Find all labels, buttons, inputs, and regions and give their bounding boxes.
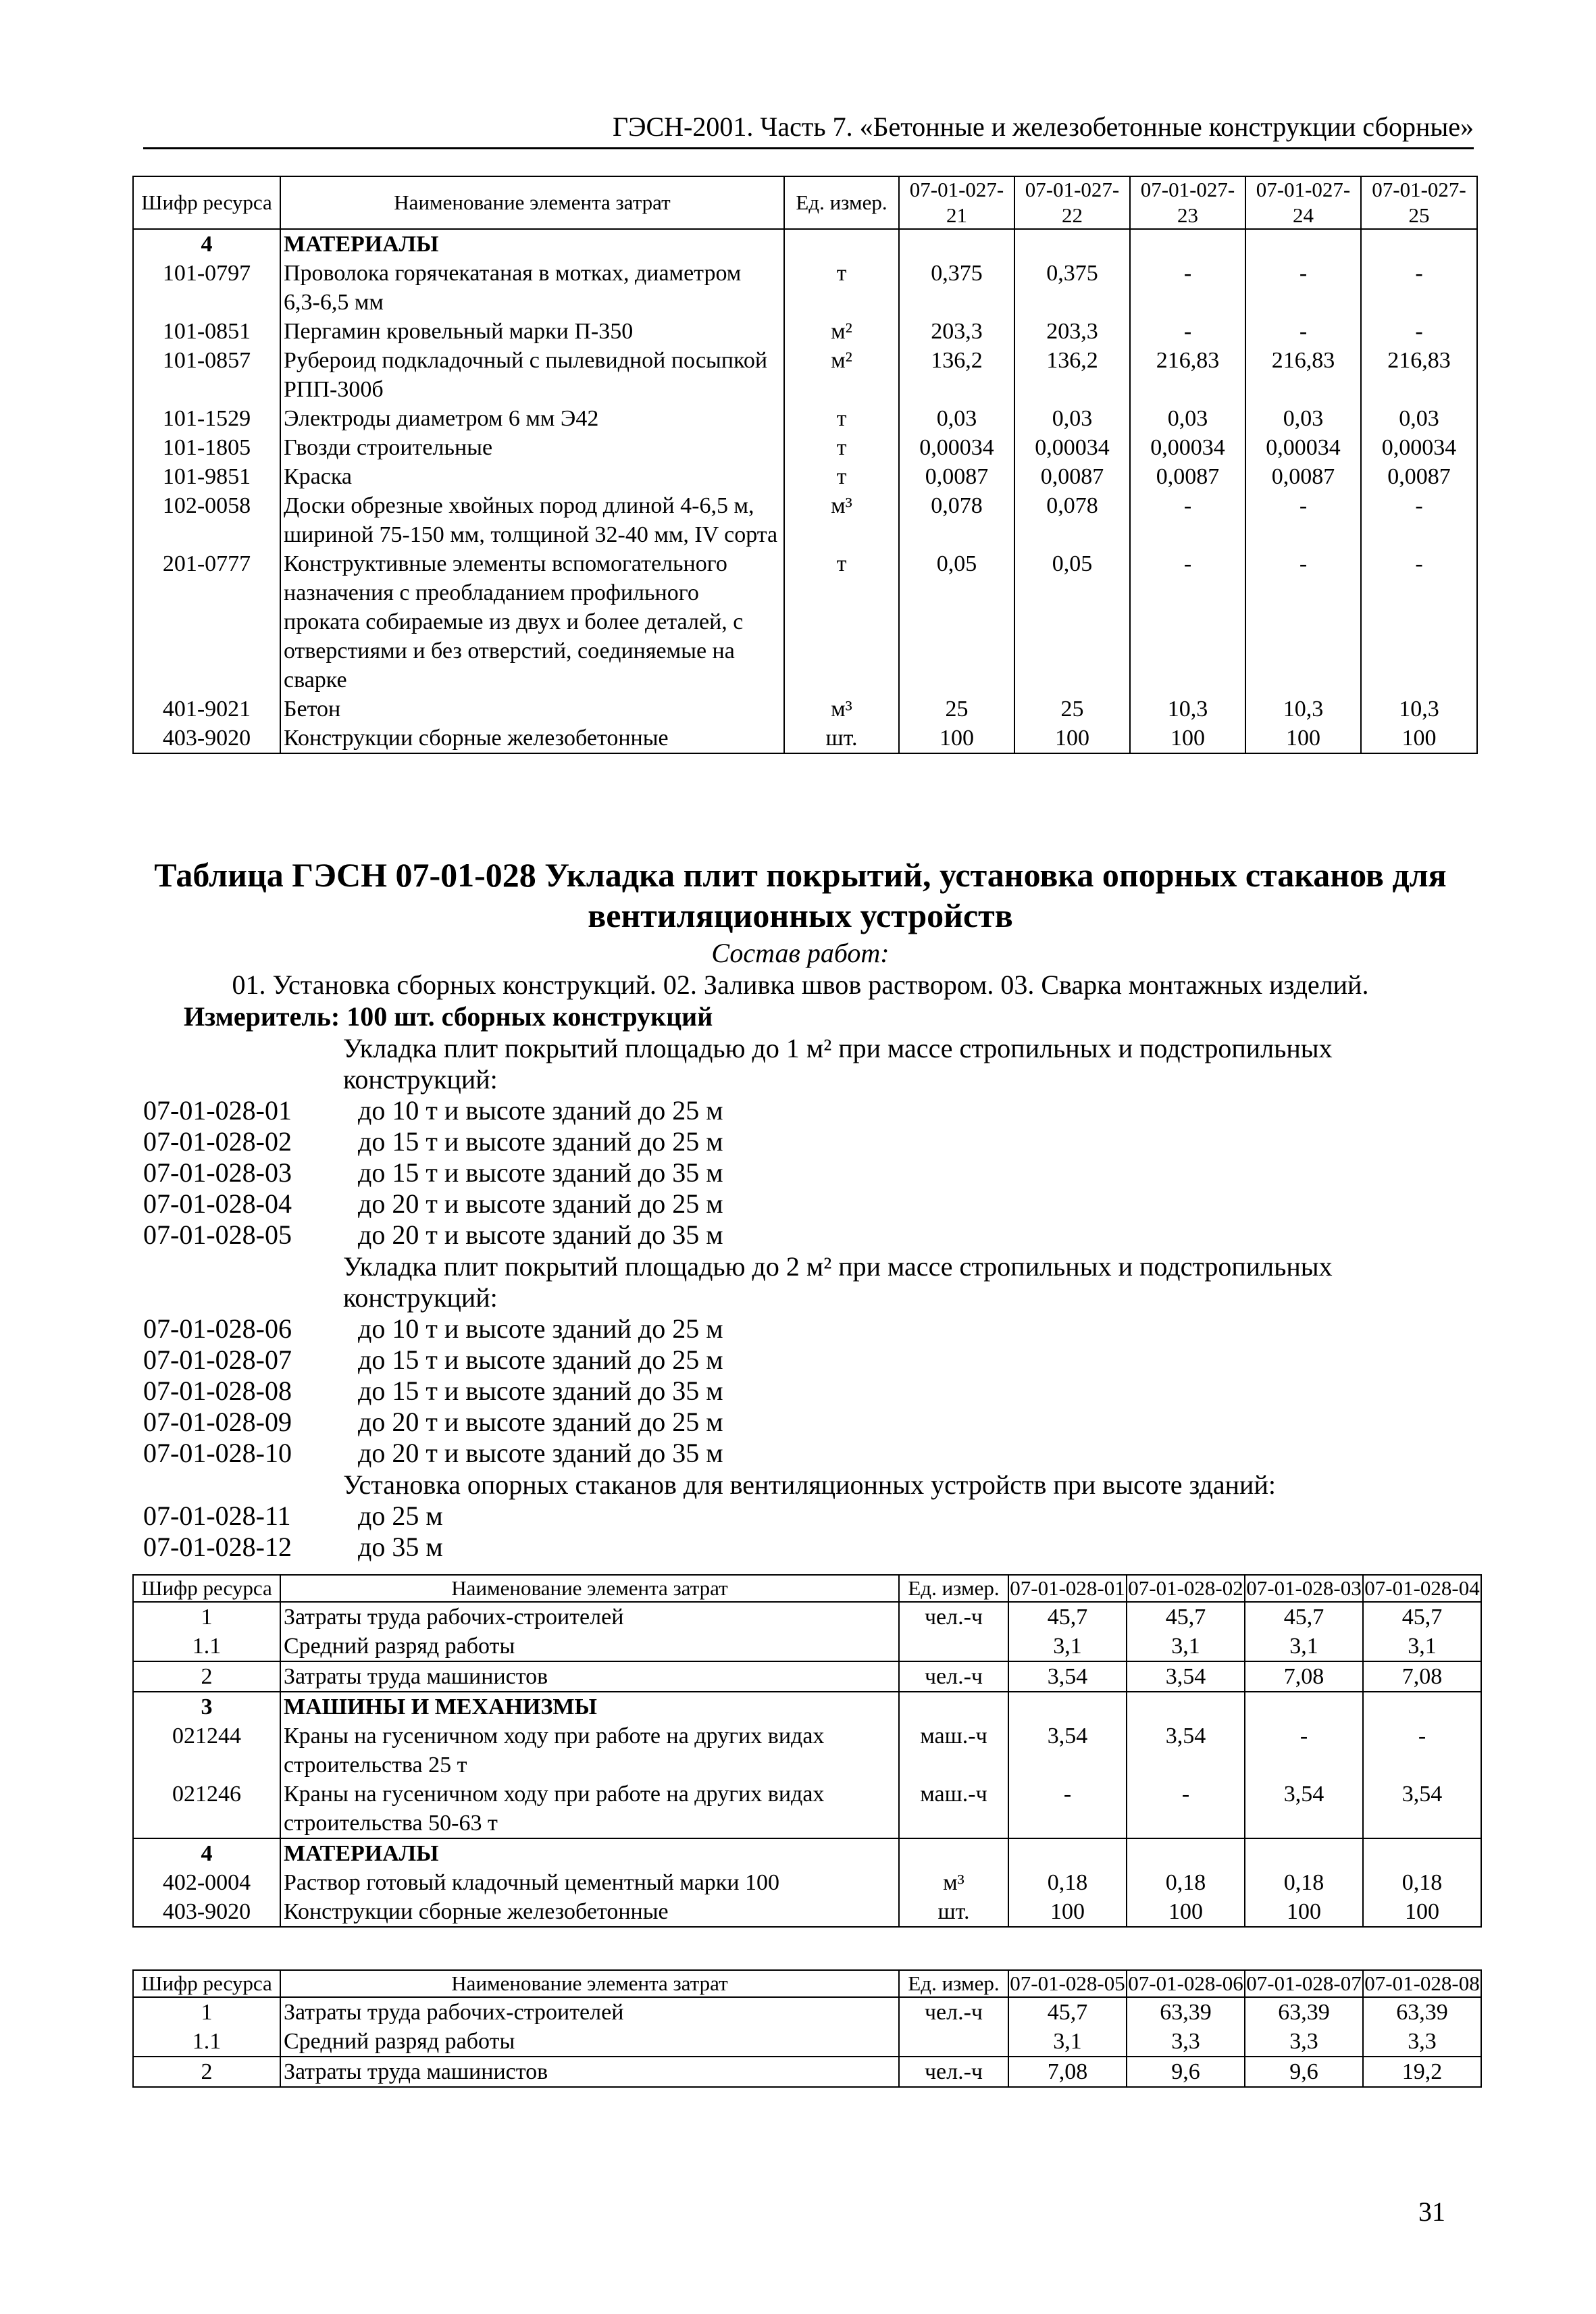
- cell-value: 3,3: [1363, 2027, 1481, 2057]
- table-row: [133, 549, 1477, 695]
- norm-text: до 20 т и высоте зданий до 25 м: [358, 1407, 723, 1437]
- cell-unit: т: [784, 259, 899, 317]
- cell-value: 203,3: [1014, 317, 1130, 346]
- cell-value: 100: [899, 724, 1014, 753]
- norm-text: до 35 м: [358, 1532, 443, 1562]
- cell-name: Конструктивные элементы вспомогательного назначения с преобладанием профильного проката собираемые из двух и более деталей, с отверстиями и без отверстий, соединяемые на сварке: [280, 549, 784, 695]
- cell-value: [1363, 1838, 1481, 1868]
- norm-item: [143, 1313, 1426, 1344]
- cell-code: 2: [133, 2057, 280, 2087]
- cell-value: [1245, 229, 1361, 259]
- cell-value: 3,1: [1008, 2027, 1127, 2057]
- cell-value: 0,0087: [1245, 462, 1361, 491]
- cell-unit: м³: [784, 695, 899, 724]
- cell-code: 101-0797: [133, 259, 280, 317]
- table-row: [133, 1780, 1481, 1838]
- norm-code: 07-01-028-12: [143, 1532, 292, 1562]
- work-composition-label: Состав работ:: [711, 938, 890, 968]
- cell-code: 4: [133, 229, 280, 259]
- resource-table-027: [132, 176, 1478, 754]
- norm-group-3: [143, 1469, 1426, 1563]
- cell-unit: т: [784, 549, 899, 695]
- cell-name: Затраты труда машинистов: [280, 1661, 899, 1692]
- resource-table-028-a: [132, 1574, 1482, 1928]
- cell-value: 0,18: [1245, 1868, 1363, 1897]
- cell-unit: т: [784, 433, 899, 462]
- norm-item: [143, 1501, 1426, 1532]
- norm-item: [143, 1188, 1426, 1219]
- cell-value: 100: [1127, 1897, 1245, 1927]
- cell-code: 1: [133, 1602, 280, 1632]
- norm-code: 07-01-028-06: [143, 1313, 292, 1344]
- norm-text: до 15 т и высоте зданий до 35 м: [358, 1157, 723, 1188]
- table-row: [133, 695, 1477, 724]
- table-row: [133, 462, 1477, 491]
- cell-code: 101-1529: [133, 404, 280, 433]
- cell-value: 100: [1008, 1897, 1127, 1927]
- cell-value: 0,00034: [1245, 433, 1361, 462]
- cell-unit: [899, 1692, 1008, 1721]
- cell-code: 021246: [133, 1780, 280, 1838]
- cell-value: 7,08: [1245, 1661, 1363, 1692]
- cell-name: Затраты труда рабочих-строителей: [280, 1997, 899, 2027]
- cell-value: 216,83: [1361, 346, 1477, 404]
- cell-value: 216,83: [1245, 346, 1361, 404]
- cell-value: 3,54: [1363, 1780, 1481, 1838]
- cell-code: 021244: [133, 1721, 280, 1780]
- cell-value: 3,54: [1245, 1780, 1363, 1838]
- col-header-norm: 07-01-028-03: [1245, 1575, 1363, 1602]
- cell-value: 0,00034: [1014, 433, 1130, 462]
- cell-name: Затраты труда машинистов: [280, 2057, 899, 2087]
- col-header-norm: 07-01-028-01: [1008, 1575, 1127, 1602]
- cell-unit: чел.-ч: [899, 1997, 1008, 2027]
- norm-code: 07-01-028-01: [143, 1095, 292, 1126]
- cell-code: 3: [133, 1692, 280, 1721]
- cell-value: 3,1: [1008, 1632, 1127, 1661]
- header-row: [133, 176, 1477, 229]
- cell-unit: шт.: [899, 1897, 1008, 1927]
- cell-value: 100: [1245, 1897, 1363, 1927]
- cell-value: 0,00034: [899, 433, 1014, 462]
- norm-text: до 20 т и высоте зданий до 25 м: [358, 1188, 723, 1219]
- cell-value: 100: [1245, 724, 1361, 753]
- cell-value: -: [1245, 1721, 1363, 1780]
- cell-value: 0,03: [1245, 404, 1361, 433]
- table-row: [133, 491, 1477, 549]
- cell-code: 101-9851: [133, 462, 280, 491]
- norm-item: [143, 1532, 1426, 1563]
- cell-name: Электроды диаметром 6 мм Э42: [280, 404, 784, 433]
- cell-value: -: [1361, 491, 1477, 549]
- cell-value: 45,7: [1008, 1602, 1127, 1632]
- table-row: [133, 2027, 1481, 2057]
- col-header-norm: 07-01-027-22: [1014, 176, 1130, 229]
- cell-value: 0,375: [899, 259, 1014, 317]
- cell-value: -: [1361, 549, 1477, 695]
- cell-value: 203,3: [899, 317, 1014, 346]
- norm-group-1: [143, 1033, 1426, 1251]
- cell-value: 3,3: [1127, 2027, 1245, 2057]
- cell-code: 2: [133, 1661, 280, 1692]
- cell-code: 101-0857: [133, 346, 280, 404]
- cell-value: [1245, 1692, 1363, 1721]
- norm-text: до 10 т и высоте зданий до 25 м: [358, 1313, 723, 1344]
- header-row: [133, 1970, 1481, 1997]
- cell-value: 10,3: [1245, 695, 1361, 724]
- cell-value: -: [1245, 491, 1361, 549]
- col-header-name: Наименование элемента затрат: [280, 1575, 899, 1602]
- table-row: [133, 1602, 1481, 1632]
- cell-value: -: [1245, 549, 1361, 695]
- cell-value: [1245, 1838, 1363, 1868]
- cell-value: 7,08: [1363, 1661, 1481, 1692]
- cell-value: 0,078: [1014, 491, 1130, 549]
- cell-value: 100: [1363, 1897, 1481, 1927]
- cell-value: 3,54: [1008, 1721, 1127, 1780]
- cell-value: [1127, 1838, 1245, 1868]
- norm-text: до 25 м: [358, 1501, 443, 1531]
- group-intro: Установка опорных стаканов для вентиляционных устройств при высоте зданий:: [343, 1469, 1276, 1500]
- cell-value: 3,54: [1127, 1661, 1245, 1692]
- group-intro: Укладка плит покрытий площадью до 1 м² при массе стропильных и подстропильных конструкций:: [343, 1033, 1333, 1095]
- col-header-norm: 07-01-027-23: [1130, 176, 1245, 229]
- cell-name: Затраты труда рабочих-строителей: [280, 1602, 899, 1632]
- col-header-norm: 07-01-028-06: [1127, 1970, 1245, 1997]
- cell-value: 100: [1361, 724, 1477, 753]
- cell-code: 102-0058: [133, 491, 280, 549]
- cell-value: 0,03: [1130, 404, 1245, 433]
- norm-text: до 15 т и высоте зданий до 25 м: [358, 1344, 723, 1375]
- cell-value: 19,2: [1363, 2057, 1481, 2087]
- col-header-name: Наименование элемента затрат: [280, 176, 784, 229]
- cell-value: 0,18: [1363, 1868, 1481, 1897]
- col-header-norm: 07-01-028-07: [1245, 1970, 1363, 1997]
- cell-name: МАТЕРИАЛЫ: [280, 229, 784, 259]
- cell-value: -: [1127, 1780, 1245, 1838]
- cell-value: 0,0087: [1014, 462, 1130, 491]
- cell-unit: [899, 1632, 1008, 1661]
- col-header-unit: Ед. измер.: [899, 1970, 1008, 1997]
- cell-code: 1: [133, 1997, 280, 2027]
- cell-value: 10,3: [1130, 695, 1245, 724]
- cell-name: Рубероид подкладочный с пылевидной посыпкой РПП-300б: [280, 346, 784, 404]
- norm-item: [143, 1407, 1426, 1438]
- cell-value: [1014, 229, 1130, 259]
- table-row: [133, 1661, 1481, 1692]
- cell-value: [1130, 229, 1245, 259]
- cell-value: 25: [899, 695, 1014, 724]
- cell-value: -: [1130, 549, 1245, 695]
- table-row: [133, 1632, 1481, 1661]
- cell-value: -: [1008, 1780, 1127, 1838]
- measure-unit: Измеритель: 100 шт. сборных конструкций: [184, 1001, 713, 1032]
- cell-value: 45,7: [1245, 1602, 1363, 1632]
- cell-value: 0,375: [1014, 259, 1130, 317]
- cell-name: МАТЕРИАЛЫ: [280, 1838, 899, 1868]
- col-header-unit: Ед. измер.: [899, 1575, 1008, 1602]
- cell-value: -: [1130, 317, 1245, 346]
- table-row: [133, 229, 1477, 259]
- table-row: [133, 1838, 1481, 1868]
- norm-code: 07-01-028-02: [143, 1126, 292, 1157]
- cell-value: -: [1361, 317, 1477, 346]
- cell-code: 403-9020: [133, 724, 280, 753]
- cell-value: 0,078: [899, 491, 1014, 549]
- norm-item: [143, 1126, 1426, 1157]
- cell-value: [1361, 229, 1477, 259]
- cell-value: 0,0087: [1361, 462, 1477, 491]
- page-number: 31: [1418, 2196, 1445, 2227]
- table-row: [133, 1897, 1481, 1927]
- cell-name: Раствор готовый кладочный цементный марки 100: [280, 1868, 899, 1897]
- cell-name: Конструкции сборные железобетонные: [280, 724, 784, 753]
- table-row: [133, 1692, 1481, 1721]
- norm-text: до 15 т и высоте зданий до 35 м: [358, 1376, 723, 1406]
- cell-value: [1127, 1692, 1245, 1721]
- cell-code: 101-1805: [133, 433, 280, 462]
- cell-value: 63,39: [1127, 1997, 1245, 2027]
- cell-value: 216,83: [1130, 346, 1245, 404]
- cell-value: [1363, 1692, 1481, 1721]
- cell-value: 3,1: [1245, 1632, 1363, 1661]
- cell-value: 136,2: [1014, 346, 1130, 404]
- table-row: [133, 724, 1477, 753]
- norm-code: 07-01-028-10: [143, 1438, 292, 1468]
- cell-value: 136,2: [899, 346, 1014, 404]
- cell-value: -: [1245, 259, 1361, 317]
- cell-value: 63,39: [1245, 1997, 1363, 2027]
- cell-unit: шт.: [784, 724, 899, 753]
- cell-name: МАШИНЫ И МЕХАНИЗМЫ: [280, 1692, 899, 1721]
- cell-unit: м²: [784, 317, 899, 346]
- col-header-norm: 07-01-028-04: [1363, 1575, 1481, 1602]
- table-row: [133, 1721, 1481, 1780]
- cell-value: 0,03: [1014, 404, 1130, 433]
- norm-item: [143, 1219, 1426, 1251]
- cell-name: Краска: [280, 462, 784, 491]
- norm-code: 07-01-028-07: [143, 1344, 292, 1375]
- cell-unit: [899, 1838, 1008, 1868]
- norm-code: 07-01-028-11: [143, 1501, 291, 1531]
- norm-item: [143, 1376, 1426, 1407]
- cell-value: [1008, 1692, 1127, 1721]
- cell-value: -: [1363, 1721, 1481, 1780]
- cell-name: Пергамин кровельный марки П-350: [280, 317, 784, 346]
- cell-value: 0,00034: [1361, 433, 1477, 462]
- cell-name: Бетон: [280, 695, 784, 724]
- cell-unit: т: [784, 404, 899, 433]
- col-header-code: Шифр ресурса: [133, 176, 280, 229]
- cell-value: 3,1: [1127, 1632, 1245, 1661]
- cell-value: 0,05: [1014, 549, 1130, 695]
- cell-unit: [899, 2027, 1008, 2057]
- norm-code: 07-01-028-03: [143, 1157, 292, 1188]
- cell-unit: чел.-ч: [899, 2057, 1008, 2087]
- work-composition: 01. Установка сборных конструкций. 02. Заливка швов раствором. 03. Сварка монтажных изделий.: [232, 970, 1369, 1000]
- resource-table-028-b: [132, 1969, 1482, 2088]
- col-header-unit: Ед. измер.: [784, 176, 899, 229]
- table-body: [133, 176, 1477, 753]
- cell-value: -: [1130, 259, 1245, 317]
- col-header-norm: 07-01-028-05: [1008, 1970, 1127, 1997]
- cell-unit: м³: [899, 1868, 1008, 1897]
- cell-value: 9,6: [1127, 2057, 1245, 2087]
- group-intro: Укладка плит покрытий площадью до 2 м² при массе стропильных и подстропильных конструкций:: [343, 1251, 1333, 1313]
- cell-value: 0,03: [899, 404, 1014, 433]
- table-row: [133, 1868, 1481, 1897]
- cell-value: -: [1130, 491, 1245, 549]
- cell-name: Доски обрезные хвойных пород длиной 4-6,5 м, шириной 75-150 мм, толщиной 32-40 мм, IV сорта: [280, 491, 784, 549]
- cell-code: 101-0851: [133, 317, 280, 346]
- table-row: [133, 317, 1477, 346]
- cell-name: Гвозди строительные: [280, 433, 784, 462]
- norm-item: [143, 1157, 1426, 1188]
- norm-text: до 20 т и высоте зданий до 35 м: [358, 1438, 723, 1468]
- table-body: [133, 1970, 1481, 2087]
- cell-value: 0,18: [1127, 1868, 1245, 1897]
- col-header-code: Шифр ресурса: [133, 1575, 280, 1602]
- cell-value: 0,18: [1008, 1868, 1127, 1897]
- table-body: [133, 1575, 1481, 1927]
- col-header-norm: 07-01-027-25: [1361, 176, 1477, 229]
- cell-value: [899, 229, 1014, 259]
- table-row: [133, 433, 1477, 462]
- norm-item: [143, 1438, 1426, 1469]
- cell-code: 1.1: [133, 2027, 280, 2057]
- col-header-norm: 07-01-028-08: [1363, 1970, 1481, 1997]
- norm-text: до 10 т и высоте зданий до 25 м: [358, 1095, 723, 1126]
- norm-item: [143, 1095, 1426, 1126]
- header-row: [133, 1575, 1481, 1602]
- norm-code: 07-01-028-08: [143, 1376, 292, 1406]
- cell-value: 3,1: [1363, 1632, 1481, 1661]
- cell-value: -: [1245, 317, 1361, 346]
- cell-value: 7,08: [1008, 2057, 1127, 2087]
- cell-value: 3,54: [1008, 1661, 1127, 1692]
- cell-code: 1.1: [133, 1632, 280, 1661]
- col-header-norm: 07-01-028-02: [1127, 1575, 1245, 1602]
- cell-name: Краны на гусеничном ходу при работе на других видах строительства 50-63 т: [280, 1780, 899, 1838]
- cell-unit: маш.-ч: [899, 1721, 1008, 1780]
- col-header-norm: 07-01-027-24: [1245, 176, 1361, 229]
- table-row: [133, 346, 1477, 404]
- table-row: [133, 2057, 1481, 2087]
- cell-value: 0,05: [899, 549, 1014, 695]
- cell-value: -: [1361, 259, 1477, 317]
- cell-value: 3,54: [1127, 1721, 1245, 1780]
- col-header-code: Шифр ресурса: [133, 1970, 280, 1997]
- col-header-norm: 07-01-027-21: [899, 176, 1014, 229]
- table-row: [133, 1997, 1481, 2027]
- cell-value: 45,7: [1008, 1997, 1127, 2027]
- cell-value: 9,6: [1245, 2057, 1363, 2087]
- cell-name: Проволока горячекатаная в мотках, диаметром 6,3-6,5 мм: [280, 259, 784, 317]
- cell-code: 401-9021: [133, 695, 280, 724]
- cell-value: 63,39: [1363, 1997, 1481, 2027]
- col-header-name: Наименование элемента затрат: [280, 1970, 899, 1997]
- cell-value: 3,3: [1245, 2027, 1363, 2057]
- norm-group-2: [143, 1251, 1426, 1469]
- running-header: ГЭСН-2001. Часть 7. «Бетонные и железобетонные конструкции сборные»: [143, 109, 1474, 149]
- cell-code: 402-0004: [133, 1868, 280, 1897]
- norm-code: 07-01-028-09: [143, 1407, 292, 1437]
- norm-text: до 15 т и высоте зданий до 25 м: [358, 1126, 723, 1157]
- cell-value: 10,3: [1361, 695, 1477, 724]
- cell-name: Средний разряд работы: [280, 1632, 899, 1661]
- cell-unit: маш.-ч: [899, 1780, 1008, 1838]
- cell-unit: [784, 229, 899, 259]
- cell-value: 0,0087: [899, 462, 1014, 491]
- norm-item: [143, 1344, 1426, 1376]
- table-row: [133, 404, 1477, 433]
- cell-value: 45,7: [1363, 1602, 1481, 1632]
- table-row: [133, 259, 1477, 317]
- norm-text: до 20 т и высоте зданий до 35 м: [358, 1219, 723, 1250]
- norm-code: 07-01-028-04: [143, 1188, 292, 1219]
- cell-name: Краны на гусеничном ходу при работе на других видах строительства 25 т: [280, 1721, 899, 1780]
- cell-value: 100: [1130, 724, 1245, 753]
- cell-code: 201-0777: [133, 549, 280, 695]
- cell-name: Средний разряд работы: [280, 2027, 899, 2057]
- cell-name: Конструкции сборные железобетонные: [280, 1897, 899, 1927]
- cell-value: 0,03: [1361, 404, 1477, 433]
- cell-value: [1008, 1838, 1127, 1868]
- cell-unit: м³: [784, 491, 899, 549]
- cell-unit: чел.-ч: [899, 1602, 1008, 1632]
- cell-unit: т: [784, 462, 899, 491]
- cell-unit: м²: [784, 346, 899, 404]
- cell-value: 45,7: [1127, 1602, 1245, 1632]
- cell-value: 0,00034: [1130, 433, 1245, 462]
- cell-value: 100: [1014, 724, 1130, 753]
- norm-code: 07-01-028-05: [143, 1219, 292, 1250]
- cell-code: 403-9020: [133, 1897, 280, 1927]
- cell-code: 4: [133, 1838, 280, 1868]
- table-title: Таблица ГЭСН 07-01-028 Укладка плит покрытий, установка опорных стаканов для вентиляционных устройств: [154, 856, 1447, 934]
- cell-value: 0,0087: [1130, 462, 1245, 491]
- cell-value: 25: [1014, 695, 1130, 724]
- cell-unit: чел.-ч: [899, 1661, 1008, 1692]
